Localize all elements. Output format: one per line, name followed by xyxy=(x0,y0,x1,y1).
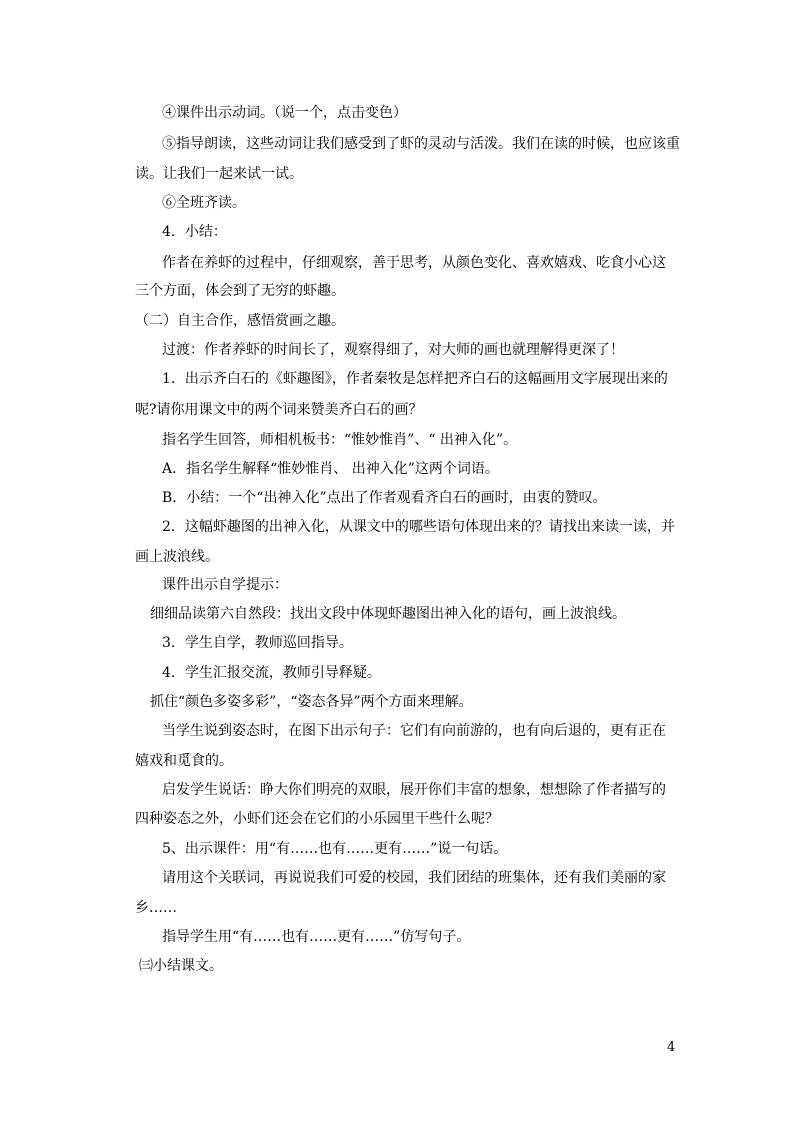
text-line: 5、出示课件：用“有……也有……更有……”说一句话。 xyxy=(162,841,508,857)
text-line: 四种姿态之外，小虾们还会在它们的小乐园里干些什么呢？ xyxy=(135,811,499,827)
text-line: 1．出示齐白石的《虾趣图》，作者秦牧是怎样把齐白石的这幅画用文字展现出来的 xyxy=(162,371,668,387)
text-line: 细细品读第六自然段：找出文段中体现虾趣图出神入化的语句，画上波浪线。 xyxy=(150,606,626,622)
section-heading: （二）自主合作，感悟赏画之趣。 xyxy=(135,313,345,329)
text-line: A．指名学生解释“惟妙惟肖、 出神入化”这两个词语。 xyxy=(162,461,499,477)
text-line: ⑤指导朗读，这些动词让我们感受到了虾的灵动与活泼。我们在读的时候，也应该重 xyxy=(162,136,680,152)
text-line: 3．学生自学，教师巡回指导。 xyxy=(162,635,353,651)
text-line: 作者在养虾的过程中，仔细观察，善于思考，从颜色变化、喜欢嬉戏、吃食小心这 xyxy=(162,255,666,271)
text-line: 课件出示自学提示： xyxy=(162,577,288,593)
text-line: 指导学生用“有……也有……更有……”仿写句子。 xyxy=(162,929,471,945)
text-line: 当学生说到姿态时，在图下出示句子：它们有向前游的，也有向后退的，更有正在 xyxy=(162,723,666,739)
text-line: 过渡：作者养虾的时间长了，观察得细了，对大师的画也就理解得更深了！ xyxy=(162,342,624,358)
text-line: 嬉戏和觅食的。 xyxy=(135,753,233,769)
section-heading: ㈢小结课文。 xyxy=(139,958,223,974)
page-number: 4 xyxy=(667,1040,676,1055)
text-line: 读。让我们一起来试一试。 xyxy=(135,166,303,182)
text-line: 乡…… xyxy=(135,900,177,916)
text-line: 指名学生回答，师相机板书：“惟妙惟肖”、“ 出神入化”。 xyxy=(162,432,518,448)
text-line: 启发学生说话：睁大你们明亮的双眼，展开你们丰富的想象，想想除了作者描写的 xyxy=(162,782,666,798)
text-line: ④课件出示动词。（说一个，点击变色） xyxy=(162,105,407,121)
text-line: 4．小结： xyxy=(162,224,227,240)
text-line: B．小结：一个“出神入化”点出了作者观看齐白石的画时，由衷的赞叹。 xyxy=(162,490,607,506)
text-line: 三个方面，体会到了无穷的虾趣。 xyxy=(135,283,345,299)
text-line: 4．学生汇报交流，教师引导释疑。 xyxy=(162,665,381,681)
text-line: 请用这个关联词，再说说我们可爱的校园，我们团结的班集体，还有我们美丽的家 xyxy=(162,870,666,886)
text-line: 画上波浪线。 xyxy=(135,549,219,565)
text-line: 呢?请你用课文中的两个词来赞美齐白石的画？ xyxy=(135,402,423,418)
text-line: 抓住“颜色多姿多彩”，“姿态各异”两个方面来理解。 xyxy=(150,694,473,710)
text-line: 2．这幅虾趣图的出神入化，从课文中的哪些语句体现出来的？请找出来读一读，并 xyxy=(162,519,675,535)
text-line: ⑥全班齐读。 xyxy=(162,195,246,211)
